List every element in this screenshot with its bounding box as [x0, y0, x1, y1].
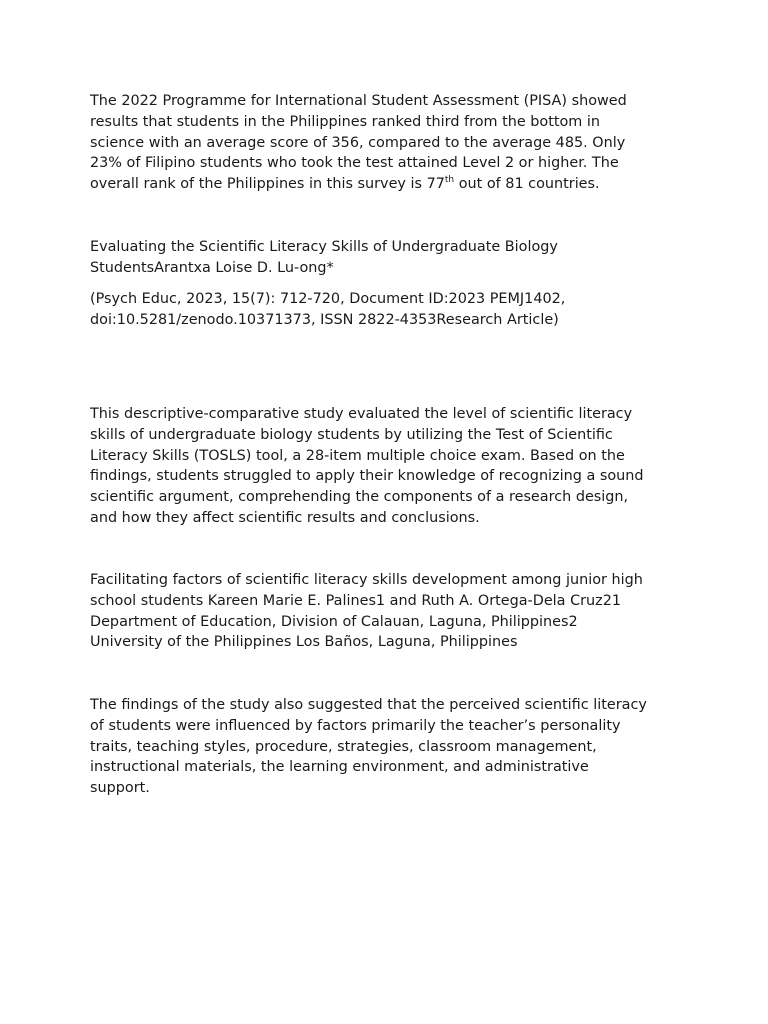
text-segment: overall rank of the Philippines in this survey is 77	[90, 176, 445, 193]
text-line: The 2022 Programme for International Student Assessment (PISA) showed	[90, 93, 627, 109]
text-line: skills of undergraduate biology students by utilizing the Test of Scientific	[90, 426, 613, 443]
text-line: findings, students struggled to apply their knowledge of recognizing a sound	[90, 468, 644, 485]
text-line: school students Kareen Marie E. Palines1 and Ruth A. Ortega-Dela Cruz21	[90, 592, 622, 609]
text-line: Department of Education, Division of Calauan, Laguna, Philippines2	[90, 613, 578, 630]
text-line: Facilitating factors of scientific literacy skills development among junior high	[90, 572, 643, 588]
study1-title	[90, 237, 690, 279]
ordinal-superscript: th	[444, 175, 455, 186]
text-line	[90, 174, 690, 195]
text-segment: out of 81 countries.	[454, 176, 600, 193]
pisa-paragraph	[90, 91, 690, 195]
text-line: Evaluating the Scientific Literacy Skills of Undergraduate Biology	[90, 239, 558, 255]
text-line: scientific argument, comprehending the components of a research design,	[90, 489, 629, 506]
text-line: (Psych Educ, 2023, 15(7): 712-720, Document ID:2023 PEMJ1402,	[90, 291, 566, 307]
text-line: instructional materials, the learning environment, and administrative	[90, 759, 589, 776]
text-line: traits, teaching styles, procedure, strategies, classroom management,	[90, 738, 597, 755]
text-line: StudentsArantxa Loise D. Lu-ong*	[90, 259, 334, 276]
study2-findings	[90, 695, 690, 799]
text-line: science with an average score of 356, compared to the average 485. Only	[90, 134, 626, 151]
text-line: 23% of Filipino students who took the test attained Level 2 or higher. The	[90, 155, 619, 172]
text-line: Literacy Skills (TOSLS) tool, a 28-item multiple choice exam. Based on the	[90, 447, 625, 464]
study1-abstract	[90, 404, 690, 529]
text-line: doi:10.5281/zenodo.10371373, ISSN 2822-4353Research Article)	[90, 311, 559, 328]
study2-title	[90, 570, 690, 653]
text-line: University of the Philippines Los Baños, Laguna, Philippines	[90, 634, 518, 651]
text-line: and how they affect scientific results and conclusions.	[90, 509, 480, 526]
text-line: This descriptive-comparative study evaluated the level of scientific literacy	[90, 406, 633, 422]
text-line: The findings of the study also suggested that the perceived scientific literacy	[90, 697, 647, 713]
text-line: support.	[90, 780, 150, 797]
text-line: results that students in the Philippines ranked third from the bottom in	[90, 113, 601, 130]
text-line: of students were influenced by factors primarily the teacher’s personality	[90, 717, 621, 734]
study1-citation	[90, 289, 690, 331]
